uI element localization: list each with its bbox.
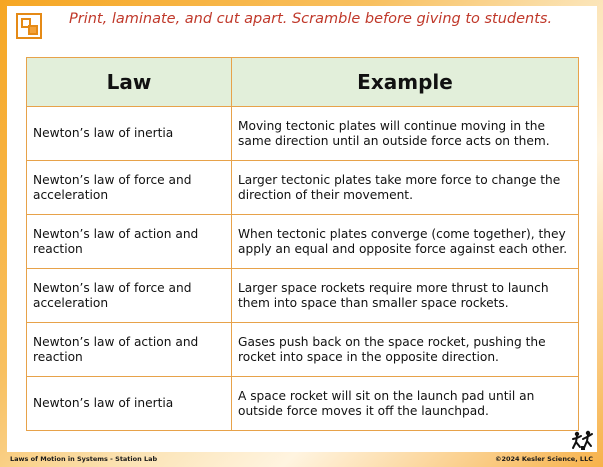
law-cell: Newton’s law of inertia bbox=[27, 107, 232, 161]
example-cell: Gases push back on the space rocket, pushing the rocket into space in the opposite direction. bbox=[232, 323, 579, 377]
kesler-science-logo-icon bbox=[571, 430, 595, 452]
footer-course-title: Laws of Motion in Systems - Station Lab bbox=[10, 455, 158, 463]
worksheet-page bbox=[7, 6, 597, 452]
example-cell: When tectonic plates converge (come together), they apply an equal and opposite force against each other. bbox=[232, 215, 579, 269]
example-cell: Larger space rockets require more thrust to launch them into space than smaller space rockets. bbox=[232, 269, 579, 323]
table-row bbox=[27, 161, 579, 215]
footer-copyright: ©2024 Kesler Science, LLC bbox=[494, 455, 593, 463]
law-cell: Newton’s law of force and acceleration bbox=[27, 161, 232, 215]
laws-table bbox=[26, 57, 579, 431]
law-cell: Newton’s law of action and reaction bbox=[27, 323, 232, 377]
column-header-law: Law bbox=[27, 58, 232, 107]
table-row bbox=[27, 323, 579, 377]
corner-logo-icon bbox=[16, 13, 42, 39]
table-row bbox=[27, 215, 579, 269]
table-row bbox=[27, 269, 579, 323]
column-header-example: Example bbox=[232, 58, 579, 107]
table-row bbox=[27, 377, 579, 431]
instructions-text: Print, laminate, and cut apart. Scramble before giving to students. bbox=[69, 11, 553, 27]
law-cell: Newton’s law of force and acceleration bbox=[27, 269, 232, 323]
example-cell: Larger tectonic plates take more force to change the direction of their movement. bbox=[232, 161, 579, 215]
example-cell: A space rocket will sit on the launch pad until an outside force moves it off the launchpad. bbox=[232, 377, 579, 431]
law-cell: Newton’s law of inertia bbox=[27, 377, 232, 431]
example-cell: Moving tectonic plates will continue moving in the same direction until an outside force acts on them. bbox=[232, 107, 579, 161]
table-row bbox=[27, 107, 579, 161]
law-cell: Newton’s law of action and reaction bbox=[27, 215, 232, 269]
table-header-row bbox=[27, 58, 579, 107]
